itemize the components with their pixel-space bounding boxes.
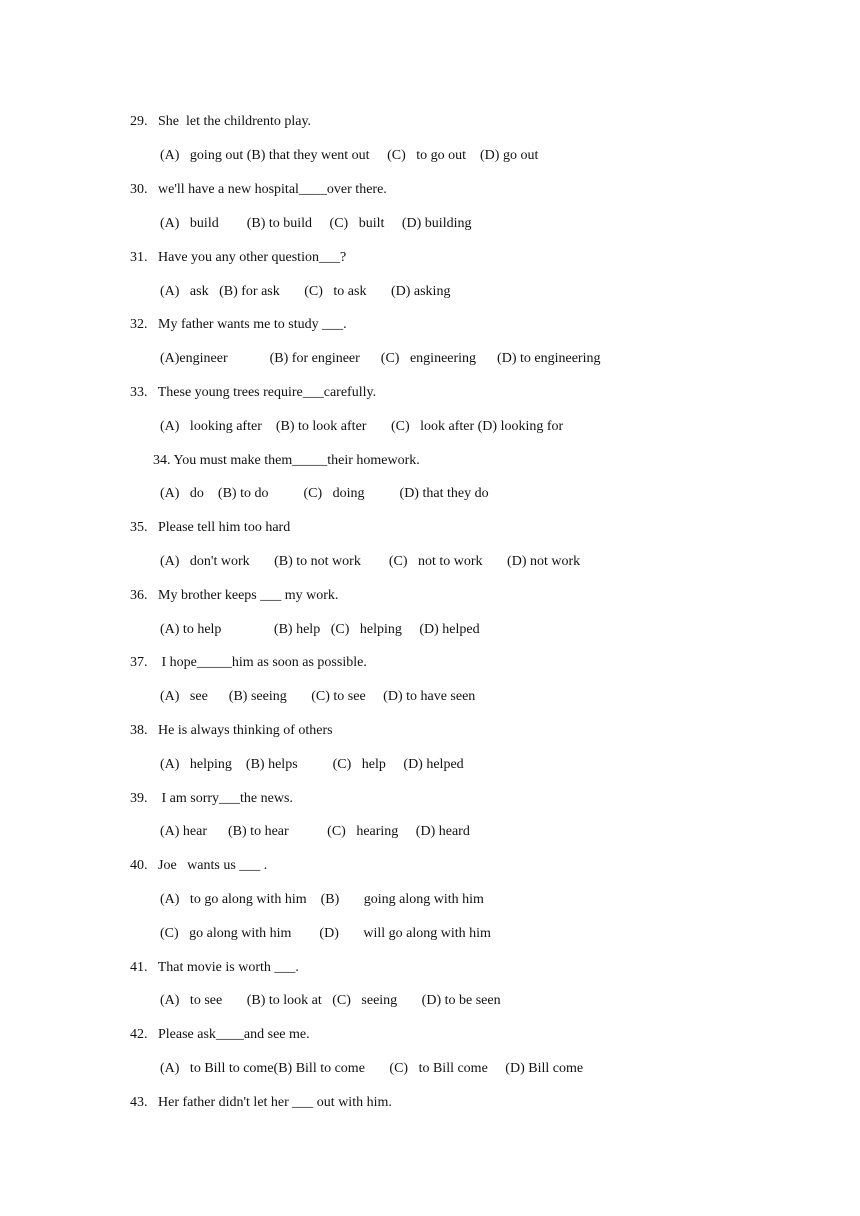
question-29: 29. She let the childrento play. [130,114,312,129]
options-30: (A) build (B) to build (C) built (D) building [160,216,472,231]
question-30: 30. we'll have a new hospital____over there. [130,182,387,197]
options-36: (A) to help (B) help (C) helping (D) helped [160,622,480,637]
options-38: (A) helping (B) helps (C) help (D) helped [160,757,464,772]
options-34: (A) do (B) to do (C) doing (D) that they do [160,486,489,501]
question-33: 33. These young trees require___carefully. [130,385,377,400]
question-37: 37. I hope_____him as soon as possible. [130,655,367,670]
question-34: 34. You must make them_____their homework. [153,453,420,468]
options-35: (A) don't work (B) to not work (C) not to work (D) not work [160,554,581,569]
options-39: (A) hear (B) to hear (C) hearing (D) heard [160,824,470,839]
question-42: 42. Please ask____and see me. [130,1027,310,1042]
question-32: 32. My father wants me to study ___. [130,317,347,332]
options-32: (A)engineer (B) for engineer (C) engineering (D) to engineering [160,351,601,366]
question-40: 40. Joe wants us ___ . [130,858,268,873]
options-31: (A) ask (B) for ask (C) to ask (D) asking [160,284,451,299]
question-41: 41. That movie is worth ___. [130,960,299,975]
options-37: (A) see (B) seeing (C) to see (D) to have seen [160,689,476,704]
question-36: 36. My brother keeps ___ my work. [130,588,339,603]
options-40-ab: (A) to go along with him (B) going along with him [160,892,484,907]
question-43: 43. Her father didn't let her ___ out with him. [130,1095,392,1110]
question-38: 38. He is always thinking of others [130,723,333,738]
question-39: 39. I am sorry___the news. [130,791,293,806]
options-40-cd: (C) go along with him (D) will go along with him [160,926,491,941]
options-41: (A) to see (B) to look at (C) seeing (D) to be seen [160,993,501,1008]
question-35: 35. Please tell him too hard [130,520,291,535]
options-29: (A) going out (B) that they went out (C) to go out (D) go out [160,148,539,163]
options-42: (A) to Bill to come(B) Bill to come (C) to Bill come (D) Bill come [160,1061,584,1076]
options-33: (A) looking after (B) to look after (C) look after (D) looking for [160,419,564,434]
question-31: 31. Have you any other question___? [130,250,347,265]
